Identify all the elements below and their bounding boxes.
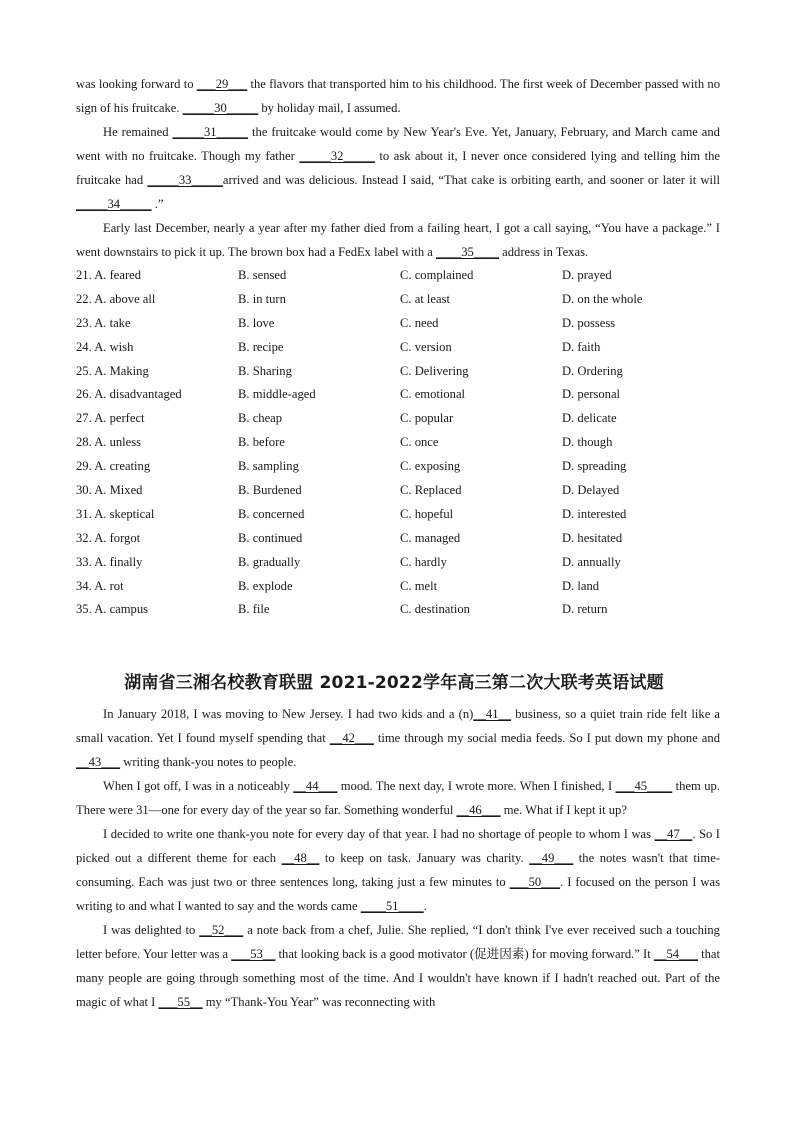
option-choice: 33. A. finally <box>76 554 143 569</box>
question-row <box>76 312 720 336</box>
answer-blank[interactable]: ___45____ <box>615 779 673 794</box>
paragraph <box>76 72 720 120</box>
cloze-passage-2 <box>76 702 720 1014</box>
option-choice: 21. A. feared <box>76 268 142 282</box>
option-choice: D. faith <box>562 339 601 354</box>
option-choice: B. Sharing <box>238 363 292 378</box>
question-row <box>76 551 720 575</box>
option-choice: D. Delayed <box>562 483 620 498</box>
option-choice: 25. A. Making <box>76 363 149 378</box>
question-row <box>76 598 720 622</box>
option-choice: D. Ordering <box>562 363 623 378</box>
option-choice: D. hesitated <box>562 530 623 545</box>
question-row <box>76 575 720 599</box>
option-choice: C. popular <box>400 411 454 426</box>
option-choice: B. in turn <box>238 291 286 306</box>
answer-blank[interactable]: __48__ <box>281 851 320 866</box>
passage-text: I decided to write one thank-you note for every day of that year. I had no shortage of people to whom I was <box>103 827 655 842</box>
exam-page <box>76 72 720 1014</box>
section-title: 湖南省三湘名校教育联盟 2021-2022学年高三第二次大联考英语试题 <box>124 673 664 694</box>
question-row <box>76 336 720 360</box>
option-choice: B. love <box>238 315 275 330</box>
option-choice: D. personal <box>562 387 621 402</box>
answer-options-table <box>76 264 720 622</box>
option-choice: 32. A. forgot <box>76 530 141 545</box>
option-choice: D. on the whole <box>562 291 643 306</box>
option-choice: B. file <box>238 602 270 617</box>
option-choice: 31. A. skeptical <box>76 506 155 521</box>
question-row <box>76 383 720 407</box>
option-choice: 26. A. disadvantaged <box>76 387 182 402</box>
passage-text: When I got off, I was in a noticeably <box>103 779 294 794</box>
option-choice: D. interested <box>562 506 627 521</box>
answer-blank[interactable]: __42___ <box>329 731 374 746</box>
option-choice: B. recipe <box>238 339 284 354</box>
option-choice: 30. A. Mixed <box>76 483 143 498</box>
answer-blank[interactable]: _____34_____ <box>76 197 152 211</box>
option-choice: B. explode <box>238 578 293 593</box>
paragraph <box>76 120 720 216</box>
answer-blank[interactable]: __41__ <box>473 707 512 722</box>
option-choice: D. prayed <box>562 268 612 282</box>
passage-text: . <box>423 899 427 914</box>
passage-text: that looking back is a good motivator (促进因素) for moving forward.” It <box>275 947 654 962</box>
answer-blank[interactable]: __47__ <box>654 827 693 842</box>
option-choice: C. destination <box>400 602 470 617</box>
paragraph <box>76 822 720 918</box>
paragraph <box>76 918 720 1014</box>
answer-blank[interactable]: __46___ <box>456 803 501 818</box>
answer-blank[interactable]: __54___ <box>653 947 698 962</box>
answer-blank[interactable]: __43___ <box>76 755 121 770</box>
option-choice: B. sensed <box>238 268 287 282</box>
answer-blank[interactable]: _____31_____ <box>172 125 249 139</box>
question-row <box>76 527 720 551</box>
passage-text: was looking forward to <box>76 77 197 91</box>
answer-blank[interactable]: ___53__ <box>231 947 276 962</box>
option-choice: 23. A. take <box>76 315 131 330</box>
passage-text: them up. There were 31—one for every day of the year so far. Something wonderful <box>76 779 720 818</box>
option-choice: 27. A. perfect <box>76 411 145 426</box>
option-choice: C. Replaced <box>400 483 462 498</box>
option-choice: C. hopeful <box>400 506 454 521</box>
passage-text: business, so a quiet train ride felt like a small vacation. Yet I found myself spending that <box>76 707 720 746</box>
question-row <box>76 288 720 312</box>
passage-text: . I focused on the person I was writing to and what I wanted to say and the words came <box>76 875 720 914</box>
option-choice: D. annually <box>562 554 621 569</box>
passage-text: the notes wasn't that time-consuming. Each was just two or three sentences long, taking just a few minutes to <box>76 851 720 890</box>
option-choice: C. emotional <box>400 387 466 402</box>
option-choice: 24. A. wish <box>76 339 134 354</box>
answer-blank[interactable]: ___29___ <box>196 77 248 91</box>
answer-blank[interactable]: _____33_____ <box>147 173 223 187</box>
option-choice: 28. A. unless <box>76 435 142 450</box>
question-row <box>76 455 720 479</box>
option-choice: D. spreading <box>562 459 627 474</box>
option-choice: D. delicate <box>562 411 617 426</box>
answer-blank[interactable]: ___50___ <box>509 875 561 890</box>
option-choice: C. Delivering <box>400 363 469 378</box>
passage-text: to ask about it, I never once considered lying and telling him the fruitcake had <box>76 149 720 187</box>
option-choice: B. sampling <box>238 459 299 474</box>
answer-blank[interactable]: ___55__ <box>158 995 203 1010</box>
answer-blank[interactable]: __49___ <box>529 851 574 866</box>
option-choice: C. once <box>400 435 439 450</box>
option-choice: B. middle-aged <box>238 387 316 402</box>
paragraph <box>76 702 720 774</box>
passage-text: that many people are going through something most of the time. And I wouldn't have known if I hadn't reached out. Part of the magic of what I <box>76 947 720 1010</box>
option-choice: B. before <box>238 435 285 450</box>
question-row <box>76 264 720 288</box>
option-choice: B. cheap <box>238 411 283 426</box>
question-row <box>76 407 720 431</box>
option-choice: B. Burdened <box>238 483 302 498</box>
passage-text: I was delighted to <box>103 923 200 938</box>
answer-blank[interactable]: __44___ <box>293 779 338 794</box>
answer-blank[interactable]: _____32_____ <box>299 149 375 163</box>
question-row <box>76 431 720 455</box>
option-choice: D. though <box>562 435 613 450</box>
option-choice: B. concerned <box>238 506 305 521</box>
paragraph <box>76 216 720 264</box>
question-row <box>76 503 720 527</box>
option-choice: 34. A. rot <box>76 578 124 593</box>
passage-text: mood. The next day, I wrote more. When I finished, I <box>337 779 616 794</box>
option-choice: D. return <box>562 602 608 617</box>
question-row <box>76 360 720 384</box>
passage-text: . So I picked out a different theme for each <box>76 827 720 866</box>
option-choice: 35. A. campus <box>76 602 149 617</box>
passage-text: to keep on task. January was charity. <box>319 851 530 866</box>
option-choice: C. managed <box>400 530 461 545</box>
passage-text: the flavors that transported him to his childhood. The first week of December passed with no sign of his fruitcake. <box>76 77 720 115</box>
option-choice: C. version <box>400 339 452 354</box>
option-choice: D. land <box>562 578 600 593</box>
option-choice: D. possess <box>562 315 616 330</box>
cloze-passage-1 <box>76 72 720 264</box>
question-row <box>76 479 720 503</box>
passage-text: my “Thank-You Year” was reconnecting with <box>202 995 436 1010</box>
option-choice: C. hardly <box>400 554 447 569</box>
answer-blank[interactable]: _____30_____ <box>182 101 259 115</box>
passage-text: time through my social media feeds. So I put down my phone and <box>373 731 720 746</box>
paragraph <box>76 774 720 822</box>
passage-text: In January 2018, I was moving to New Jersey. I had two kids and a (n) <box>103 707 474 722</box>
passage-text: .” <box>151 197 164 211</box>
passage-text: address in Texas. <box>499 245 589 259</box>
answer-blank[interactable]: ____51____ <box>360 899 424 914</box>
passage-text: He remained <box>103 125 173 139</box>
option-choice: C. complained <box>400 268 474 282</box>
option-choice: B. gradually <box>238 554 301 569</box>
option-choice: C. melt <box>400 578 438 593</box>
option-choice: 29. A. creating <box>76 459 151 474</box>
passage-text: writing thank-you notes to people. <box>120 755 297 770</box>
answer-blank[interactable]: ____35____ <box>436 245 499 259</box>
answer-blank[interactable]: __52___ <box>199 923 244 938</box>
passage-text: the fruitcake would come by New Year's Eve. Yet, January, February, and March came and went with no fruitcake. Though my father <box>76 125 720 163</box>
passage-text: by holiday mail, I assumed. <box>258 101 401 115</box>
option-choice: C. need <box>400 315 439 330</box>
option-choice: 22. A. above all <box>76 291 156 306</box>
passage-text: a note back from a chef, Julie. She replied, “I don't think I've ever received such a touching letter before. Your letter was a <box>76 923 720 962</box>
option-choice: C. at least <box>400 291 451 306</box>
option-choice: B. continued <box>238 530 303 545</box>
passage-text: arrived and was delicious. Instead I said, “That cake is orbiting earth, and sooner or later it will <box>222 173 721 187</box>
passage-text: Early last December, nearly a year after my father died from a failing heart, I got a call saying, “You have a package.” I went downstairs to pick it up. The brown box had a FedEx label with a <box>76 221 720 259</box>
passage-text: me. What if I kept it up? <box>500 803 627 818</box>
option-choice: C. exposing <box>400 459 461 474</box>
